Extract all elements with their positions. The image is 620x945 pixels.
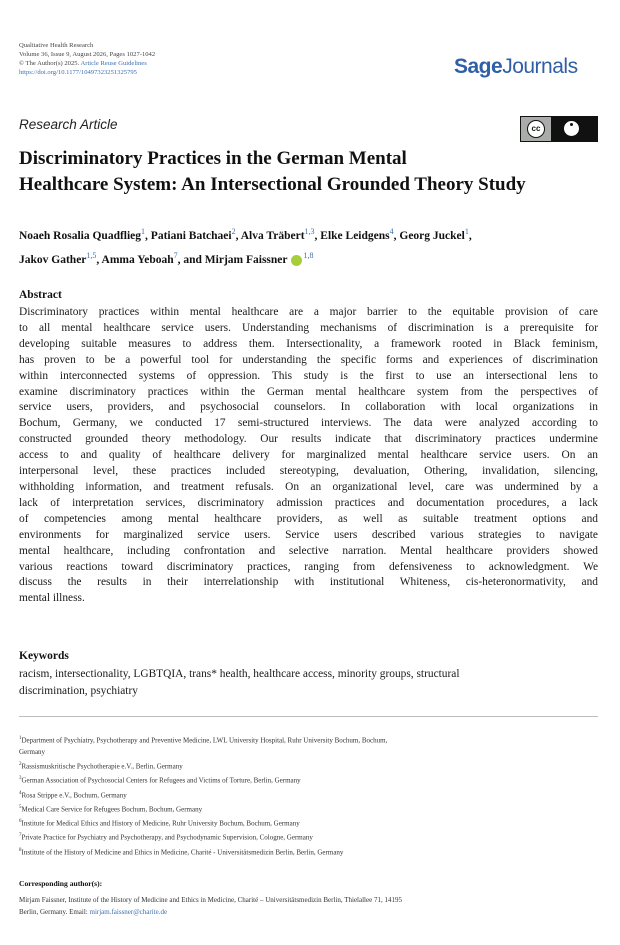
author-affil[interactable]: 1: [464, 227, 469, 236]
author-name[interactable]: and Mirjam Faissner: [183, 253, 288, 266]
title-line: Healthcare System: An Intersectional Grounded Theory Study: [19, 174, 526, 195]
abstract-line: discuss the results in their interrelationship with institutional Whiteness, cis-heteronormativity, and: [19, 576, 598, 589]
keywords-line: racism, intersectionality, LGBTQIA, trans* health, healthcare access, minority groups, structural: [19, 668, 460, 680]
abstract-line: access to and quality of healthcare delivery for marginalized mental healthcare service users. On an: [19, 449, 598, 462]
keywords-list: [19, 666, 598, 700]
author-affil[interactable]: 1,8: [303, 250, 314, 260]
author-list: [19, 222, 609, 270]
divider: [19, 716, 598, 717]
author-name[interactable]: Elke Leidgens: [320, 229, 390, 242]
author-line: Noaeh Rosalia Quadflieg$^1$, Patiani Batchaei$^2$, Alva Träbert$^{1,3}$, Elke Leidgens$^4$, Georg Juckel$^1$,: [19, 227, 472, 242]
abstract-line: service users, providers, and psychosocial counselors. In collaboration with local organizations in: [19, 401, 598, 414]
affiliation-text: Private Practice for Psychiatry and Psychotherapy, and Psychodynamic Supervision, Cologne, Germany: [21, 833, 313, 842]
author-affil[interactable]: 2: [231, 227, 236, 236]
abstract-heading: Abstract: [19, 289, 62, 301]
author-name[interactable]: Jakov Gather: [19, 253, 87, 266]
affiliation-line: [19, 816, 609, 830]
cc-icon: cc: [527, 120, 545, 138]
abstract-line: lack of interpretation services, discriminatory admission practices and documentation procedures, a lack: [19, 496, 598, 509]
doi-link[interactable]: https://doi.org/10.1177/10497323251325795: [19, 69, 137, 76]
corresponding-author-heading: Corresponding author(s):: [19, 879, 103, 888]
copyright-text: © The Author(s) 2025.: [19, 60, 80, 67]
abstract-line: interpersonal level, these practices included stereotyping, devaluation, Othering, invalidation, silencing,: [19, 465, 598, 478]
corresponding-text: Berlin, Germany. Email:: [19, 907, 88, 916]
by-icon: [563, 120, 580, 137]
affiliation-text: Rassismuskritische Psychotherapie e.V., Berlin, Germany: [21, 762, 183, 771]
author-affil[interactable]: 1,5: [86, 250, 97, 260]
title-line: Discriminatory Practices in the German Mental: [19, 148, 407, 169]
affiliation-text: Medical Care Service for Refugees Bochum, Bochum, Germany: [21, 805, 203, 814]
abstract-line: constructed grounded theory methodology. Our results indicate that discriminatory practices undermine: [19, 433, 598, 446]
abstract-line: environments for marginalized service users. Service users described various strategies to navigate: [19, 528, 598, 541]
logo-word-sage: Sage: [454, 55, 503, 78]
affiliation-text: Rosa Strippe e.V., Bochum, Germany: [21, 790, 127, 799]
affiliation-line: [19, 802, 609, 816]
affiliation-text: Institute for Medical Ethics and History of Medicine, Ruhr University Bochum, Bochum, Germany: [21, 819, 300, 828]
cc-by-license-badge[interactable]: [520, 116, 598, 142]
corresponding-line: [19, 907, 609, 919]
affiliation-line: [19, 788, 609, 802]
author-name[interactable]: Noaeh Rosalia Quadflieg: [19, 229, 142, 242]
affiliation-line: [19, 747, 609, 759]
author-name[interactable]: Amma Yeboah: [101, 253, 174, 266]
copyright-line: [19, 59, 399, 68]
affiliation-line: [19, 773, 609, 787]
affiliation-line: [19, 830, 609, 844]
volume-line: Volume 36, Issue 9, August 2026, Pages 1027-1042: [19, 51, 156, 58]
affiliation-number: 4: [19, 790, 22, 796]
affiliation-number: 5: [19, 804, 22, 810]
abstract-line: Bochum, Germany, we conducted 17 semi-structured interviews. The data were analyzed according to: [19, 417, 598, 430]
affiliation-line: [19, 733, 609, 747]
affiliation-number: 6: [19, 819, 22, 825]
author-name[interactable]: Alva Träbert: [240, 229, 305, 242]
corresponding-author: [19, 895, 609, 918]
keywords-heading: Keywords: [19, 650, 69, 662]
affiliation-number: 1: [19, 736, 22, 741]
abstract-line: of competencies among mental healthcare providers, as well as suitable treatment options and: [19, 512, 598, 525]
author-affil[interactable]: 1,3: [304, 227, 315, 236]
affiliation-text: Germany: [19, 748, 46, 757]
sage-journals-logo[interactable]: [454, 55, 578, 79]
abstract-line: developing suitable measures to address them. Intersectionality, a framework rooted in Black feminism,: [19, 337, 598, 350]
affiliation-text: Institute of the History of Medicine and Ethics in Medicine, Charité - Universitätsmedizin Berlin, Berlin, Germany: [21, 847, 344, 856]
affiliation-text: Department of Psychiatry, Psychotherapy and Preventive Medicine, LWL University Hospital, Ruhr University Bochum, Bochum,: [21, 736, 388, 745]
corresponding-line: Mirjam Faissner, Institute of the History of Medicine and Ethics in Medicine, Charité – Universitätsmedizin Berlin, Thielallee 71, 14195: [19, 896, 402, 904]
affiliations: [19, 733, 609, 859]
abstract-line: to all mental healthcare service users. Understanding mechanisms of discrimination is a prerequisite for: [19, 321, 598, 334]
reuse-guidelines-link[interactable]: Article Reuse Guidelines: [80, 60, 147, 67]
author-name[interactable]: Georg Juckel: [399, 229, 465, 242]
article-title: [19, 146, 609, 198]
abstract-line: within interconnected systems of oppression. This study is the first to use an intersectional lens to: [19, 369, 598, 382]
keywords-line: discrimination, psychiatry: [19, 685, 138, 697]
affiliation-number: 8: [19, 847, 22, 853]
abstract-body: [19, 305, 598, 607]
abstract-line: various reactions toward discriminatory practices, ranging from defensiveness to acknowledgment. We: [19, 560, 598, 573]
abstract-line: mental illness.: [19, 592, 85, 605]
author-affil[interactable]: 1: [141, 227, 146, 236]
email-link[interactable]: mirjam.faissner@charite.de: [89, 907, 168, 916]
abstract-line: withholding information, and treatment refusals. On an organizational level, care was undermined by a: [19, 480, 598, 493]
abstract-line: mental healthcare, including confrontation and selective narration. Mental healthcare providers showed: [19, 544, 598, 557]
affiliation-line: [19, 759, 609, 773]
orcid-icon[interactable]: [291, 255, 302, 266]
author-affil[interactable]: 7: [173, 250, 178, 260]
article-type: Research Article: [19, 117, 118, 132]
journal-name: Qualitative Health Research: [19, 42, 94, 49]
affiliation-number: 7: [19, 833, 22, 839]
logo-word-journals: Journals: [502, 55, 578, 78]
affiliation-line: [19, 845, 609, 859]
author-line: Jakov Gather$^{1,5}$, Amma Yeboah$^7$, and Mirjam Faissner $^{1,8}$: [19, 250, 314, 266]
affiliation-text: German Association of Psychosocial Centers for Refugees and Victims of Torture, Berlin, Germany: [21, 776, 301, 785]
journal-meta: [19, 41, 399, 77]
affiliation-number: 2: [19, 762, 22, 768]
abstract-line: examine discriminatory practices within the German mental healthcare system from the perspectives of: [19, 385, 598, 398]
affiliation-number: 3: [19, 776, 22, 782]
author-affil[interactable]: 4: [389, 227, 394, 236]
author-name[interactable]: Patiani Batchaei: [150, 229, 232, 242]
abstract-line: has proven to be a powerful tool for understanding the specific forms and experiences of discrimination: [19, 353, 598, 366]
abstract-line: Discriminatory practices within mental healthcare are a major barrier to the equitable provision of care: [19, 306, 598, 318]
